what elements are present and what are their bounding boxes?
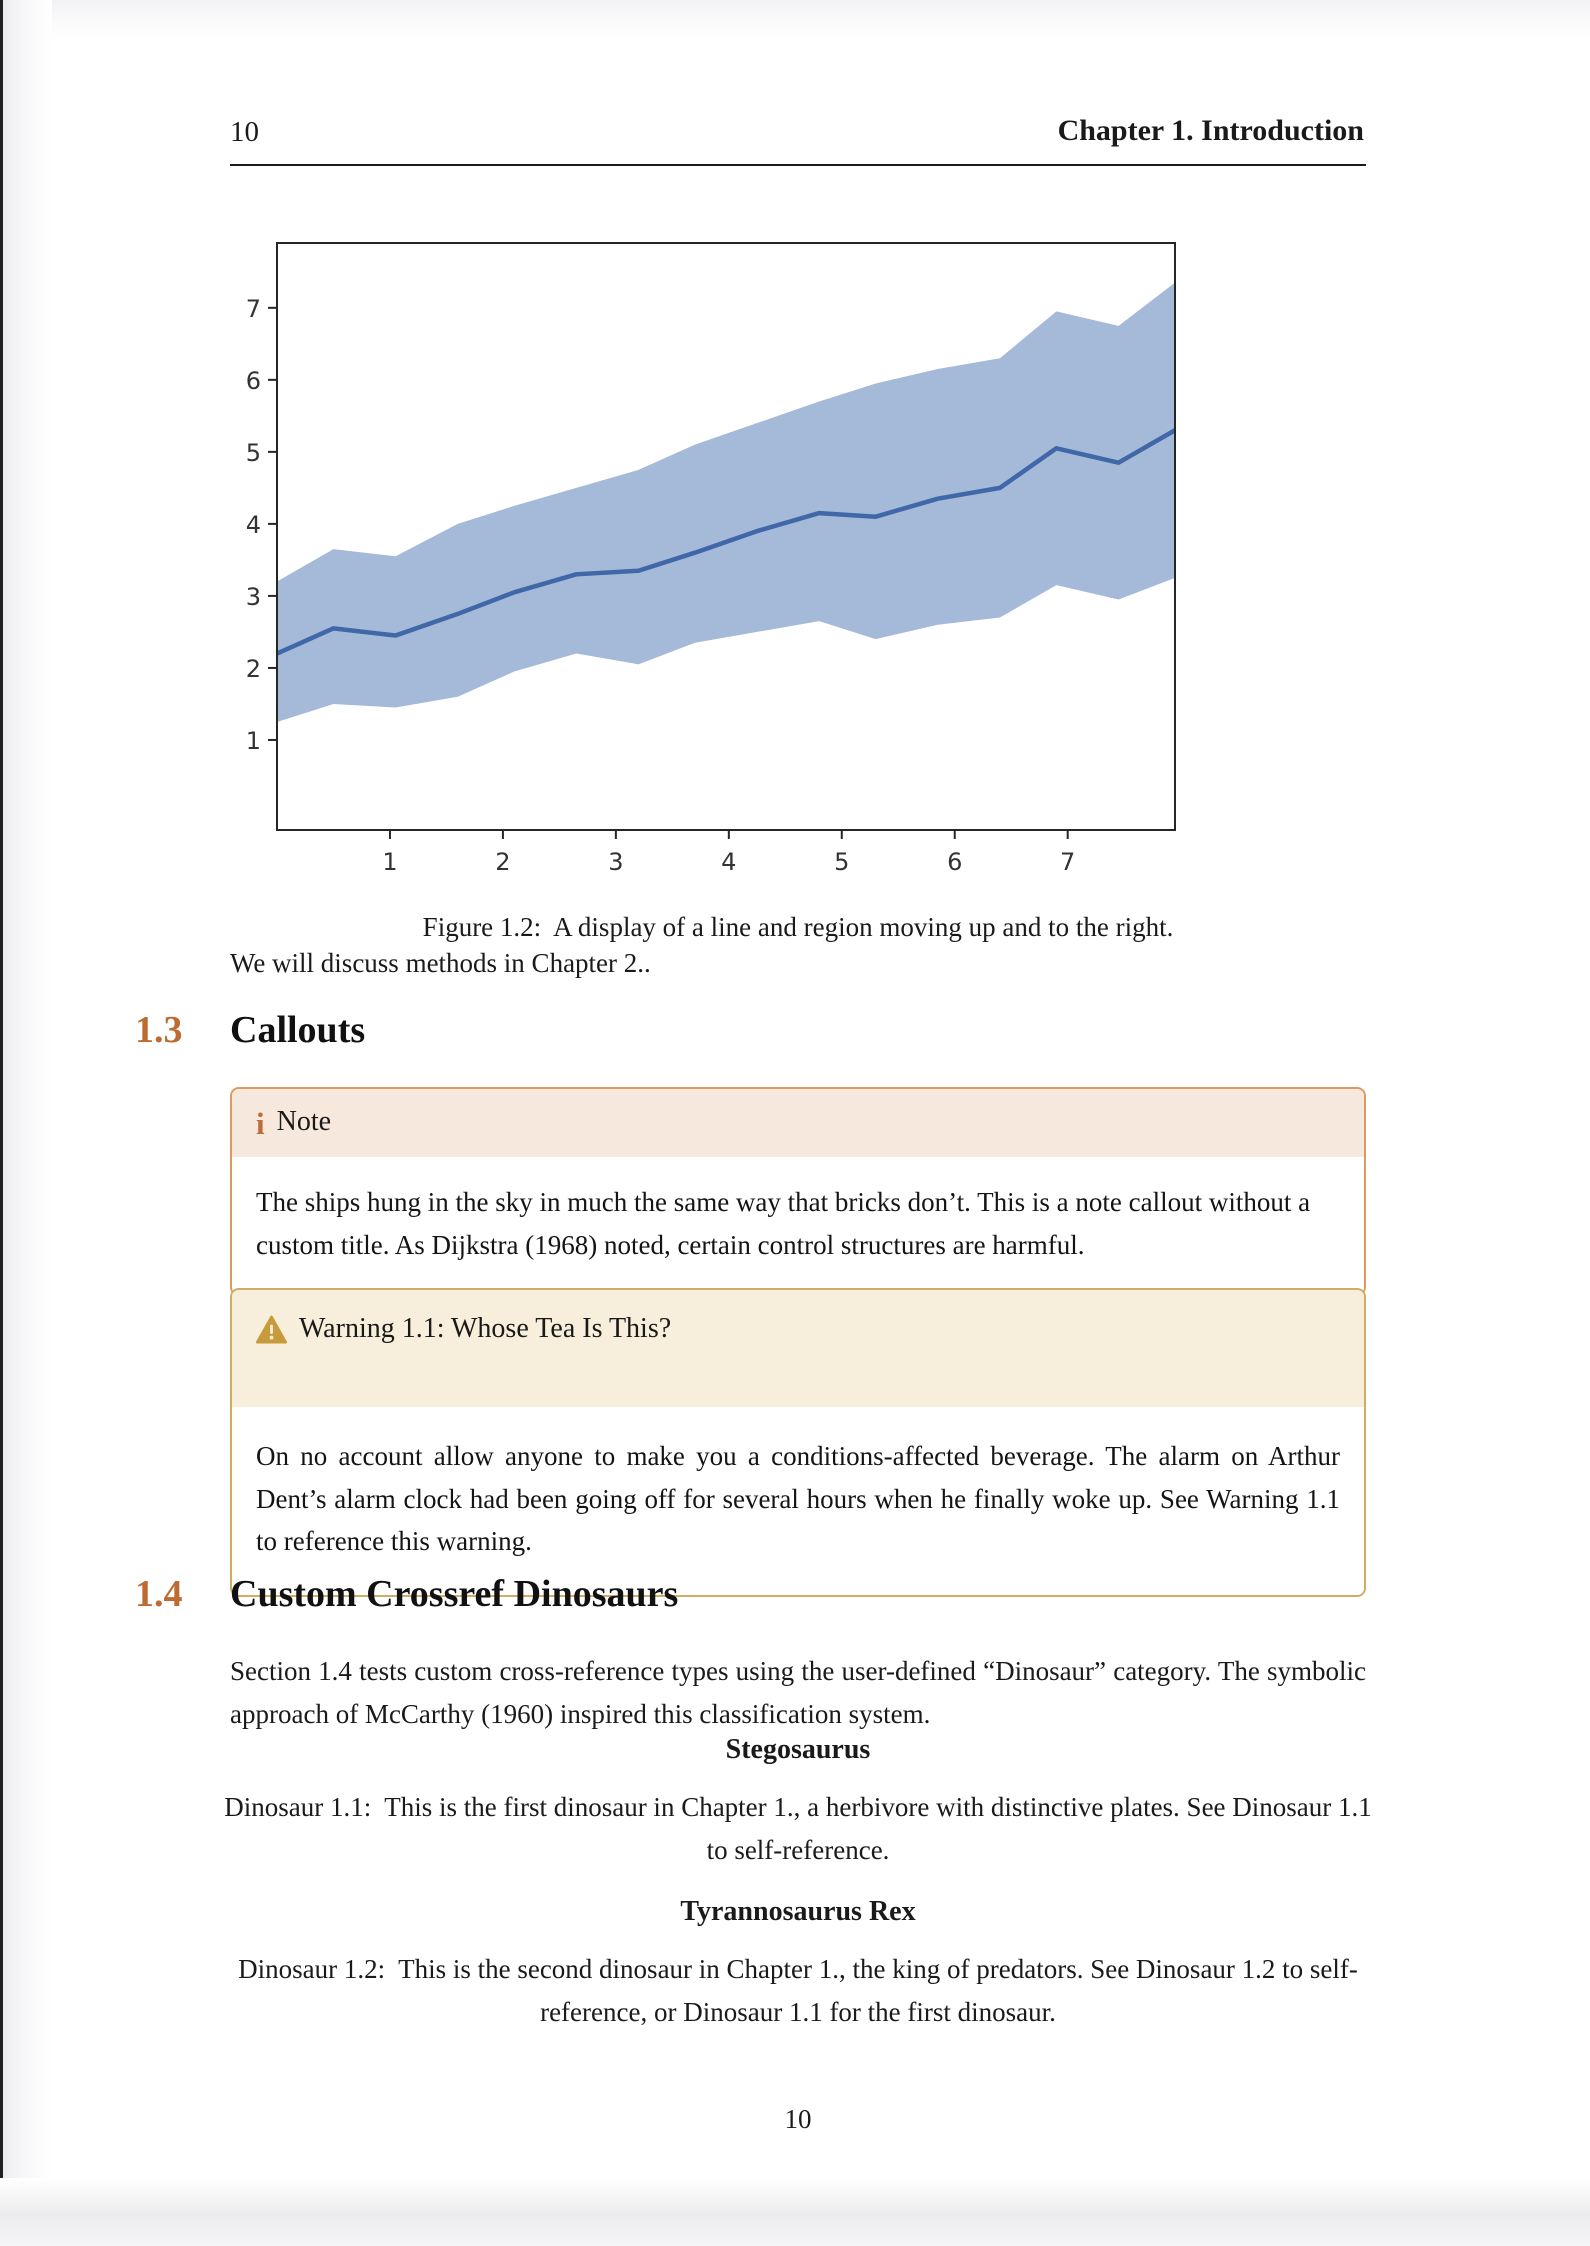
dinosaur-1-2-text: Dinosaur 1.2: This is the second dinosaur in Chapter 1., the king of predators. See Dinosaur 1.2 to self-reference, or Dinosaur 1.1 for the first dinosaur. <box>238 1954 1358 2028</box>
warning-callout-header <box>232 1290 1364 1407</box>
note-callout <box>230 1087 1366 1296</box>
figure-chart-svg <box>218 236 1182 888</box>
y-tick-label: 2 <box>245 654 261 683</box>
running-header-page-number: 10 <box>230 116 259 148</box>
header-rule <box>230 164 1366 166</box>
figure-line-chart <box>218 236 1182 888</box>
section-heading-1-3 <box>135 1008 1366 1052</box>
y-tick-label: 5 <box>245 438 261 467</box>
warning-callout <box>230 1288 1366 1597</box>
page-top-edge-shadow <box>0 0 1590 42</box>
figure-caption: Figure 1.2: A display of a line and region moving up and to the right. <box>422 912 1174 942</box>
section-1-4-intro-paragraph: Section 1.4 tests custom cross-reference types using the user-defined “Dinosaur” category. The symbolic approach of McCarthy (1960) inspired this classification system. <box>230 1656 1366 1730</box>
x-tick-label: 2 <box>495 848 511 876</box>
footer-page-number: 10 <box>784 2104 812 2134</box>
dinosaur-1-1-heading: Stegosaurus <box>725 1734 871 1765</box>
x-tick-label: 5 <box>834 848 850 876</box>
warning-callout-body: On no account allow anyone to make you a conditions-affected beverage. The alarm on Arthur Dent’s alarm clock had been going off for several hours when he finally woke up. See Warning 1.1 to reference this warning. <box>232 1407 1364 1595</box>
section-title: Custom Crossref Dinosaurs <box>230 1573 679 1615</box>
x-tick-label: 7 <box>1060 848 1076 876</box>
section-title: Callouts <box>230 1009 366 1051</box>
x-tick-label: 4 <box>721 848 737 876</box>
x-tick-label: 6 <box>947 848 963 876</box>
chart-confidence-band <box>277 283 1175 722</box>
y-tick-label: 4 <box>245 510 261 539</box>
page-left-edge-shadow <box>0 0 52 2246</box>
page-bottom-edge-shadow <box>0 2178 1590 2246</box>
info-icon: i <box>256 1106 265 1141</box>
warning-callout-title: Warning 1.1: Whose Tea Is This? <box>299 1313 672 1344</box>
y-tick-label: 1 <box>245 726 261 755</box>
x-tick-label: 1 <box>382 848 398 876</box>
y-tick-label: 7 <box>245 294 261 323</box>
note-callout-header <box>232 1089 1364 1157</box>
dinosaur-1-2-heading: Tyrannosaurus Rex <box>680 1896 916 1927</box>
note-callout-body: The ships hung in the sky in much the same way that bricks don’t. This is a note callout without a custom title. As Dijkstra (1968) noted, certain control structures are harmful. <box>232 1157 1364 1294</box>
note-callout-title: Note <box>276 1106 332 1137</box>
viewer-window-edge <box>0 0 3 2246</box>
paragraph-after-figure: We will discuss methods in Chapter 2.. <box>230 948 651 978</box>
section-heading-1-4 <box>135 1572 1366 1616</box>
warning-icon <box>256 1315 287 1344</box>
dinosaur-1-1-text: Dinosaur 1.1: This is the first dinosaur in Chapter 1., a herbivore with distinctive plates. See Dinosaur 1.1 to self-reference. <box>224 1792 1372 1866</box>
y-tick-label: 6 <box>245 366 261 395</box>
section-number: 1.3 <box>135 1009 183 1051</box>
x-tick-label: 3 <box>608 848 624 876</box>
section-number: 1.4 <box>135 1573 183 1615</box>
y-tick-label: 3 <box>245 582 261 611</box>
running-header-chapter-title: Chapter 1. Introduction <box>1057 114 1364 147</box>
